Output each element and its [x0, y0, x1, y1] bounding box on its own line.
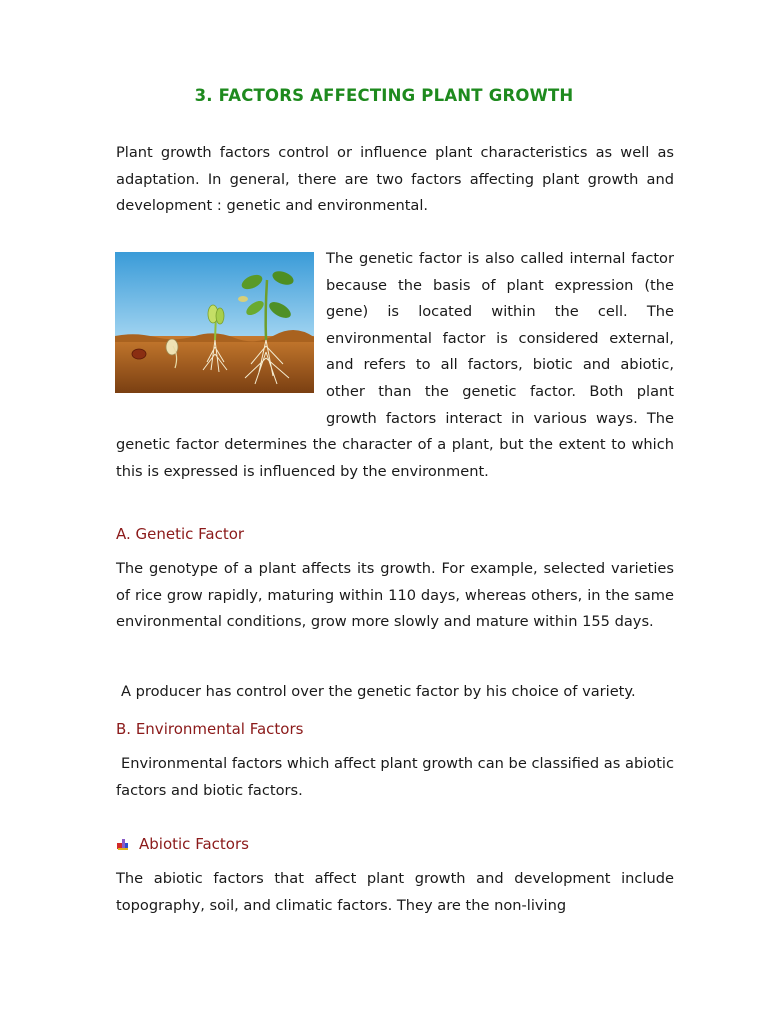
genetic-intro-paragraph — [116, 246, 674, 485]
bullet-arrow-icon — [116, 837, 130, 851]
section-b-paragraph: Environmental factors which affect plant growth can be classified as abiotic factors and biotic factors. — [116, 755, 674, 799]
figure-spacer — [116, 246, 326, 406]
genetic-intro-text: The genetic factor is also called internal factor because the basis of plant expression (the gene) is located within the cell. The environmental factor is considered external, and refers to all factors, biotic and abiotic, other than the genetic factor. Both plant growth factors interact in various ways. The genetic factor determines the character of a plant, but the extent to which this is expressed is influenced by the environment. — [116, 250, 674, 480]
page-title: 3. FACTORS AFFECTING PLANT GROWTH — [194, 86, 574, 105]
intro-paragraph: Plant growth factors control or influence plant characteristics as well as adaptation. In general, there are two factors affecting plant growth and development : genetic and environmental. — [116, 144, 674, 215]
abiotic-heading: Abiotic Factors — [139, 835, 249, 853]
section-a-paragraph-2: A producer has control over the genetic factor by his choice of variety. — [121, 683, 636, 700]
section-b-heading: B. Environmental Factors — [116, 720, 304, 738]
section-a-heading: A. Genetic Factor — [116, 525, 245, 543]
section-a-paragraph-1: The genotype of a plant affects its growth. For example, selected varieties of rice grow rapidly, maturing within 110 days, whereas others, in the same environmental conditions, grow more slowly and mature within 155 days. — [116, 560, 674, 631]
abiotic-paragraph: The abiotic factors that affect plant growth and development include topography, soil, and climatic factors. They are the non-living — [116, 870, 674, 914]
